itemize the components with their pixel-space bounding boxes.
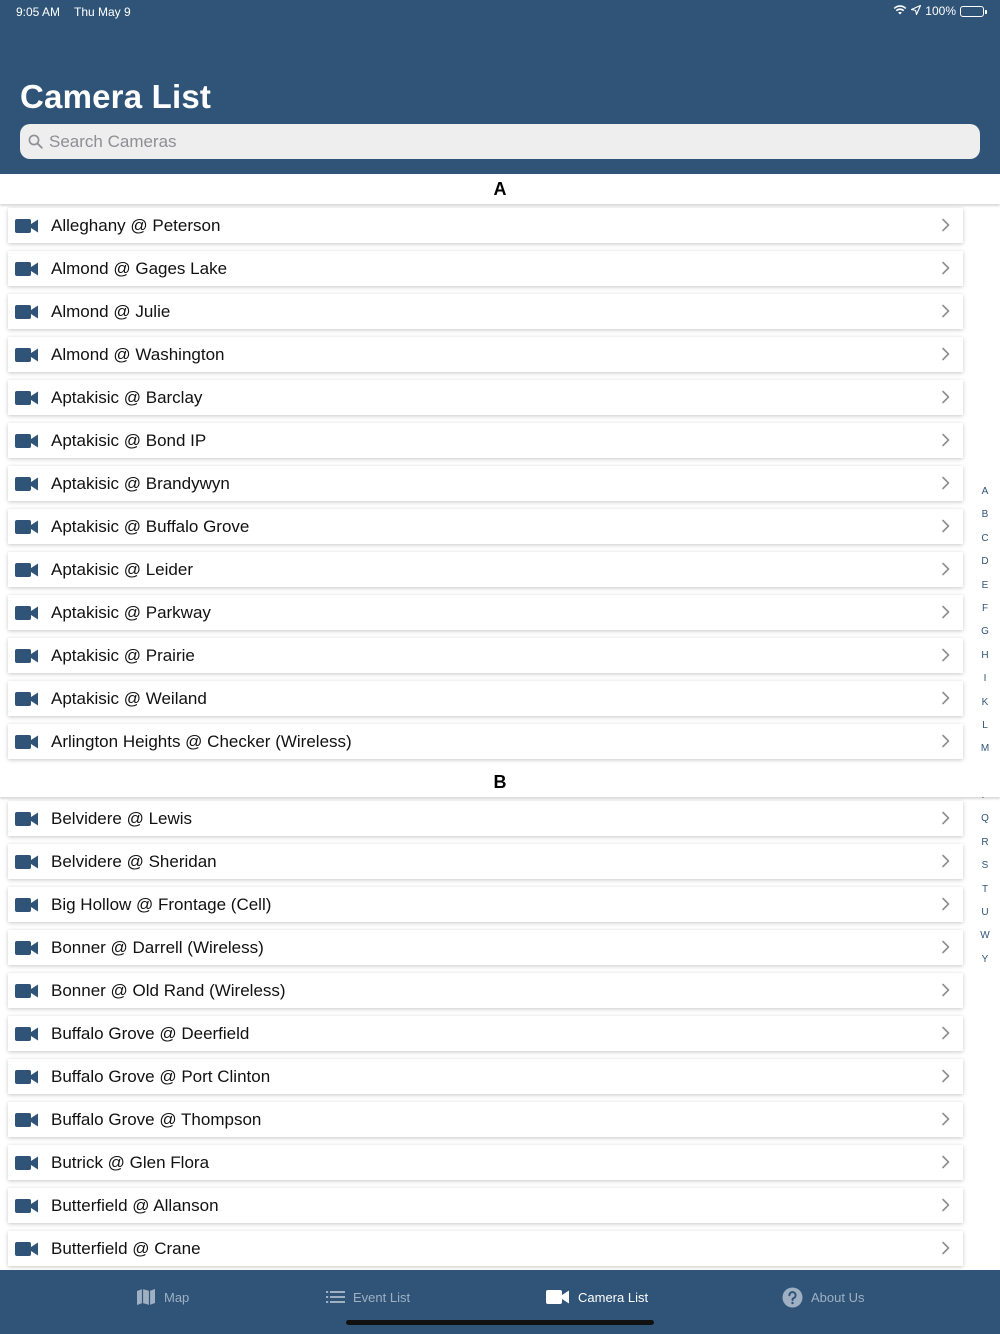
- index-letter[interactable]: Y: [981, 953, 989, 965]
- chevron-right-icon: [941, 897, 951, 911]
- chevron-right-icon: [941, 261, 951, 275]
- section-rows: [0, 204, 1000, 759]
- camera-row[interactable]: [8, 380, 963, 415]
- index-letter[interactable]: A: [981, 486, 989, 497]
- status-bar: [0, 0, 1000, 24]
- video-camera-icon: [15, 1069, 41, 1085]
- index-letter[interactable]: F: [981, 602, 989, 614]
- camera-row[interactable]: [8, 844, 963, 879]
- camera-row[interactable]: [8, 509, 963, 544]
- index-letter[interactable]: B: [981, 509, 989, 521]
- camera-name: Big Hollow @ Frontage (Cell): [51, 894, 272, 914]
- navigation-header: [0, 0, 1000, 174]
- chevron-right-icon: [941, 218, 951, 232]
- index-letter[interactable]: G: [981, 626, 989, 638]
- video-camera-icon: [15, 983, 41, 999]
- camera-name: Almond @ Gages Lake: [51, 258, 228, 278]
- section-rows: [0, 797, 1000, 1266]
- chevron-right-icon: [941, 854, 951, 868]
- video-camera-icon: [15, 1155, 41, 1171]
- chevron-right-icon: [941, 940, 951, 954]
- tab-about-us-label: About Us: [811, 1289, 865, 1305]
- tab-event-list[interactable]: [326, 1286, 410, 1308]
- camera-name: Butrick @ Glen Flora: [51, 1152, 210, 1172]
- camera-row[interactable]: [8, 337, 963, 372]
- section-header: A: [0, 174, 1000, 204]
- camera-name: Almond @ Washington: [51, 344, 225, 364]
- camera-row[interactable]: [8, 930, 963, 965]
- camera-list[interactable]: [0, 174, 1000, 1270]
- camera-row[interactable]: [8, 1145, 963, 1180]
- chevron-right-icon: [941, 605, 951, 619]
- question-circle-icon: [782, 1287, 803, 1308]
- camera-row[interactable]: [8, 681, 963, 716]
- camera-name: Aptakisic @ Brandywyn: [51, 473, 230, 493]
- camera-row[interactable]: [8, 1016, 963, 1051]
- tab-about-us[interactable]: [782, 1286, 864, 1308]
- camera-row[interactable]: [8, 1102, 963, 1137]
- section-index-bar[interactable]: [972, 480, 998, 971]
- video-camera-icon: [15, 854, 41, 870]
- camera-row[interactable]: [8, 887, 963, 922]
- index-letter[interactable]: L: [982, 719, 988, 731]
- camera-row[interactable]: [8, 208, 963, 243]
- video-camera-icon: [15, 1241, 41, 1257]
- chevron-right-icon: [941, 1069, 951, 1083]
- tab-map-label: Map: [164, 1289, 190, 1305]
- camera-name: Aptakisic @ Bond IP: [51, 430, 207, 450]
- index-letter[interactable]: Q: [981, 813, 989, 825]
- chevron-right-icon: [941, 691, 951, 705]
- video-camera-icon: [15, 562, 41, 578]
- camera-row[interactable]: [8, 552, 963, 587]
- camera-row[interactable]: [8, 466, 963, 501]
- chevron-right-icon: [941, 562, 951, 576]
- chevron-right-icon: [941, 433, 951, 447]
- camera-name: Aptakisic @ Prairie: [51, 645, 195, 665]
- camera-row[interactable]: [8, 1188, 963, 1223]
- video-camera-icon: [15, 347, 41, 363]
- section-header: B: [0, 767, 1000, 797]
- video-camera-icon: [15, 218, 41, 234]
- camera-row[interactable]: [8, 1059, 963, 1094]
- camera-name: Aptakisic @ Barclay: [51, 387, 203, 407]
- index-letter[interactable]: D: [981, 556, 989, 568]
- camera-name: Buffalo Grove @ Deerfield: [51, 1023, 250, 1043]
- search-icon: [28, 134, 44, 150]
- chevron-right-icon: [941, 1112, 951, 1126]
- status-time: 9:05 AM: [16, 5, 61, 19]
- tab-camera-list[interactable]: [546, 1286, 648, 1308]
- status-indicators: [893, 4, 984, 18]
- camera-name: Almond @ Julie: [51, 301, 171, 321]
- search-input[interactable]: [49, 132, 949, 152]
- camera-name: Butterfield @ Allanson: [51, 1195, 219, 1215]
- page-title: Camera List: [20, 78, 212, 115]
- chevron-right-icon: [941, 983, 951, 997]
- camera-name: Belvidere @ Sheridan: [51, 851, 217, 871]
- camera-row[interactable]: [8, 1231, 963, 1266]
- camera-name: Bonner @ Old Rand (Wireless): [51, 980, 286, 1000]
- chevron-right-icon: [941, 734, 951, 748]
- camera-name: Butterfield @ Crane: [51, 1238, 201, 1258]
- camera-row[interactable]: [8, 294, 963, 329]
- camera-row[interactable]: [8, 251, 963, 286]
- index-letter[interactable]: T: [981, 883, 989, 895]
- camera-name: Aptakisic @ Leider: [51, 559, 193, 579]
- video-camera-icon: [15, 1026, 41, 1042]
- video-camera-icon: [15, 605, 41, 621]
- index-letter[interactable]: K: [981, 696, 989, 708]
- video-camera-icon: [15, 519, 41, 535]
- camera-name: Aptakisic @ Weiland: [51, 688, 207, 708]
- index-letter[interactable]: C: [981, 532, 989, 544]
- video-camera-icon: [15, 1198, 41, 1214]
- chevron-right-icon: [941, 347, 951, 361]
- chevron-right-icon: [941, 390, 951, 404]
- camera-row[interactable]: [8, 423, 963, 458]
- video-camera-icon: [15, 304, 41, 320]
- video-camera-icon: [15, 476, 41, 492]
- video-camera-icon: [15, 691, 41, 707]
- chevron-right-icon: [941, 476, 951, 490]
- chevron-right-icon: [941, 304, 951, 318]
- camera-name: Alleghany @ Peterson: [51, 215, 221, 235]
- camera-row[interactable]: [8, 595, 963, 630]
- camera-name: Belvidere @ Lewis: [51, 808, 193, 828]
- video-camera-icon: [15, 1112, 41, 1128]
- video-camera-icon: [15, 648, 41, 664]
- index-letter[interactable]: I: [983, 673, 987, 685]
- chevron-right-icon: [941, 811, 951, 825]
- chevron-right-icon: [941, 1198, 951, 1212]
- battery-percent: 100%: [925, 4, 956, 18]
- video-camera-icon: [15, 940, 41, 956]
- chevron-right-icon: [941, 1241, 951, 1255]
- tab-camera-list-label: Camera List: [578, 1289, 649, 1305]
- index-letter[interactable]: S: [981, 860, 989, 872]
- home-indicator: [346, 1320, 654, 1325]
- chevron-right-icon: [941, 1026, 951, 1040]
- video-camera-icon: [15, 734, 41, 750]
- video-camera-icon: [15, 433, 41, 449]
- battery-icon: [960, 6, 984, 17]
- camera-name: Bonner @ Darrell (Wireless): [51, 937, 264, 957]
- camera-name: Buffalo Grove @ Thompson: [51, 1109, 262, 1129]
- wifi-icon: [893, 4, 907, 18]
- video-camera-icon: [546, 1289, 570, 1305]
- search-bar[interactable]: [20, 124, 980, 159]
- index-letter[interactable]: R: [981, 836, 989, 848]
- index-letter[interactable]: W: [980, 930, 990, 942]
- index-letter[interactable]: M: [980, 743, 990, 755]
- index-letter[interactable]: E: [981, 579, 989, 591]
- video-camera-icon: [15, 811, 41, 827]
- status-date: Thu May 9: [74, 5, 131, 19]
- tab-map[interactable]: [136, 1286, 189, 1308]
- camera-name: Arlington Heights @ Checker (Wireless): [51, 731, 352, 751]
- camera-row[interactable]: [8, 638, 963, 673]
- map-icon: [136, 1288, 156, 1306]
- camera-row[interactable]: [8, 973, 963, 1008]
- camera-name: Buffalo Grove @ Port Clinton: [51, 1066, 271, 1086]
- video-camera-icon: [15, 897, 41, 913]
- video-camera-icon: [15, 390, 41, 406]
- camera-row[interactable]: [8, 724, 963, 759]
- chevron-right-icon: [941, 648, 951, 662]
- index-letter[interactable]: H: [981, 649, 989, 661]
- tab-event-list-label: Event List: [353, 1289, 411, 1305]
- list-icon: [326, 1290, 345, 1304]
- chevron-right-icon: [941, 519, 951, 533]
- camera-row[interactable]: [8, 801, 963, 836]
- chevron-right-icon: [941, 1155, 951, 1169]
- camera-name: Aptakisic @ Parkway: [51, 602, 211, 622]
- index-letter[interactable]: U: [981, 907, 989, 919]
- location-arrow-icon: [911, 4, 921, 18]
- camera-name: Aptakisic @ Buffalo Grove: [51, 516, 250, 536]
- video-camera-icon: [15, 261, 41, 277]
